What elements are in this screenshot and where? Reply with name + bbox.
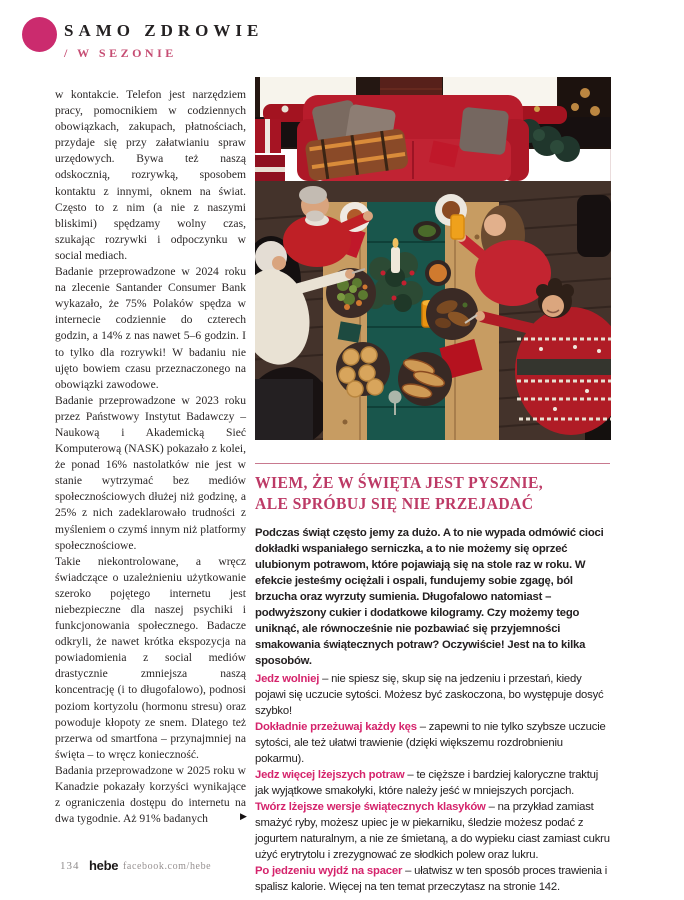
paragraph: Badanie przeprowadzone w 2023 roku przez Państwowy Instytut Badawczy – Naukową i Akademicką Sieć Komputerową (NASK) pokazało z kolei, że ponad 16% nastolatków nie jest w stanie wytrzymać bez mediów społecznościowych dłużej niż godzinę, a 25% z nich zadeklarowało trudności z myśleniem o czymś innym niż platformy społecznościowe. <box>55 393 246 552</box>
left-column <box>55 87 246 827</box>
section-title: SAMO ZDROWIE <box>64 21 264 40</box>
article-heading <box>255 472 593 514</box>
tip-lead: Twórz lżejsze wersje świątecznych klasyków <box>255 801 486 813</box>
paragraph: Badania przeprowadzone w 2025 roku w Kanadzie pokazały korzyści wynikające z ograniczenia dostępu do internetu na dwa tygodnie. Aż 91% badanych <box>55 763 246 826</box>
tip-lead: Po jedzeniu wyjdź na spacer <box>255 865 403 877</box>
photo-illustration <box>255 77 611 440</box>
right-column <box>255 77 611 900</box>
paragraph: w kontakcie. Telefon jest narzędziem pracy, pomocnikiem w codziennych obowiązkach, zakupach, płatnościach, przydaje się przy załatwianiu spraw urzędowych. Bywa też naszą odskocznią, rozrywką, sposobem kontaktu z innymi, oknem na świat. Często to z nim (a nie z naszymi bliskimi) spędzamy wolny czas, szukając rozrywki i odpoczynku w social mediach. <box>55 88 246 262</box>
subsection-title: / W SEZONIE <box>64 46 177 60</box>
festive-dinner-photo <box>255 77 611 440</box>
tip-text: – zapewni to nie tylko szybsze uczucie sytości, ale też ułatwi trawienie (dzięki większemu rozdrobnieniu pokarmu). <box>255 721 606 765</box>
tip-text: – nie spiesz się, skup się na jedzeniu i przestań, kiedy pojawi się uczucie sytości. Możesz być zaskoczona, bo występuje dosyć szybko! <box>255 673 604 717</box>
tip-text: – te cięższe i bardziej kaloryczne traktuj jak wyjątkowe smakołyki, które należy jeść w mniejszych porcjach. <box>255 769 599 797</box>
tip-item <box>255 719 611 767</box>
tip-lead: Dokładnie przeżuwaj każdy kęs <box>255 721 417 733</box>
heading-line: WIEM, ŻE W ŚWIĘTA JEST PYSZNIE, <box>255 473 544 492</box>
heading-line: ALE SPRÓBUJ SIĘ NIE PRZEJADAĆ <box>255 494 534 513</box>
magazine-logo: hebe <box>89 858 119 873</box>
article-intro: Podczas świąt często jemy za dużo. A to nie wypada odmówić cioci dokładki wspaniałego serniczka, a to nie możemy się oprzeć ulubionym potrawom, które pojawiają się na stole raz w roku. W efekcie jesteśmy ociężali i ospali, fundujemy sobie zgagę, ból brzucha oraz wyrzuty sumienia. Długofalowo natomiast – podwyższony cukier i dodatkowe kilogramy. Czy możemy tego uniknąć, ale równocześnie nie pozbawiać się przyjemności smakowania świątecznych potraw? Oczywiście! Jest na to kilka sposobów. <box>255 527 604 667</box>
tip-text: – na przykład zamiast smażyć ryby, możesz upiec je w piekarniku, śledzie możesz podać z jogurtem naturalnym, a nie ze śmietaną, a do wypieku ciast zamiast cukru użyć erytrytolu i zrezygnować ze słodkich polew oraz lukru. <box>255 801 610 861</box>
tip-item <box>255 863 611 895</box>
divider-top <box>255 463 610 464</box>
tip-item <box>255 767 611 799</box>
brand-dot-icon <box>22 17 57 52</box>
tip-lead: Jedz więcej lżejszych potraw <box>255 769 405 781</box>
tip-item <box>255 799 611 863</box>
tip-lead: Jedz wolniej <box>255 673 320 685</box>
paragraph: Takie niekontrolowane, a wręcz świadczące o uzależnieniu użytkowanie szeroko pojętego internetu jest niebezpieczne dla naszej psychiki i funkcjonowania społecznego. Badacze odkryli, że nawet krótka ekspozycja na powiadomienia z social mediów drastycznie zmniejsza naszą koncentrację (i to długofalowo), podnosi poziom kortyzolu (hormonu stresu) oraz powoduje kłopoty ze snem. Dlatego też przerwa od smartfona – przynajmniej na święta – to wręcz konieczność. <box>55 554 246 761</box>
page-number: 134 <box>60 860 80 872</box>
facebook-url: facebook.com/hebe <box>123 861 212 872</box>
tips-list <box>255 671 611 895</box>
tip-item <box>255 671 611 719</box>
paragraph: Badanie przeprowadzone w 2024 roku na zlecenie Santander Consumer Bank wykazało, że 75% Polaków spędza w internecie codziennie do czterech godzin, a 14% z nas nawet 5–6 godzin. I to tylko dla rozrywki! W badaniu nie ujęto bowiem czasu przeznaczonego na obowiązki zawodowe. <box>55 265 246 391</box>
continuation-arrow-icon: ▶ <box>240 811 247 821</box>
tip-text: – ułatwisz w ten sposób proces trawienia i spalisz kalorie. Więcej na ten temat przeczytasz na stronie 142. <box>255 865 608 893</box>
